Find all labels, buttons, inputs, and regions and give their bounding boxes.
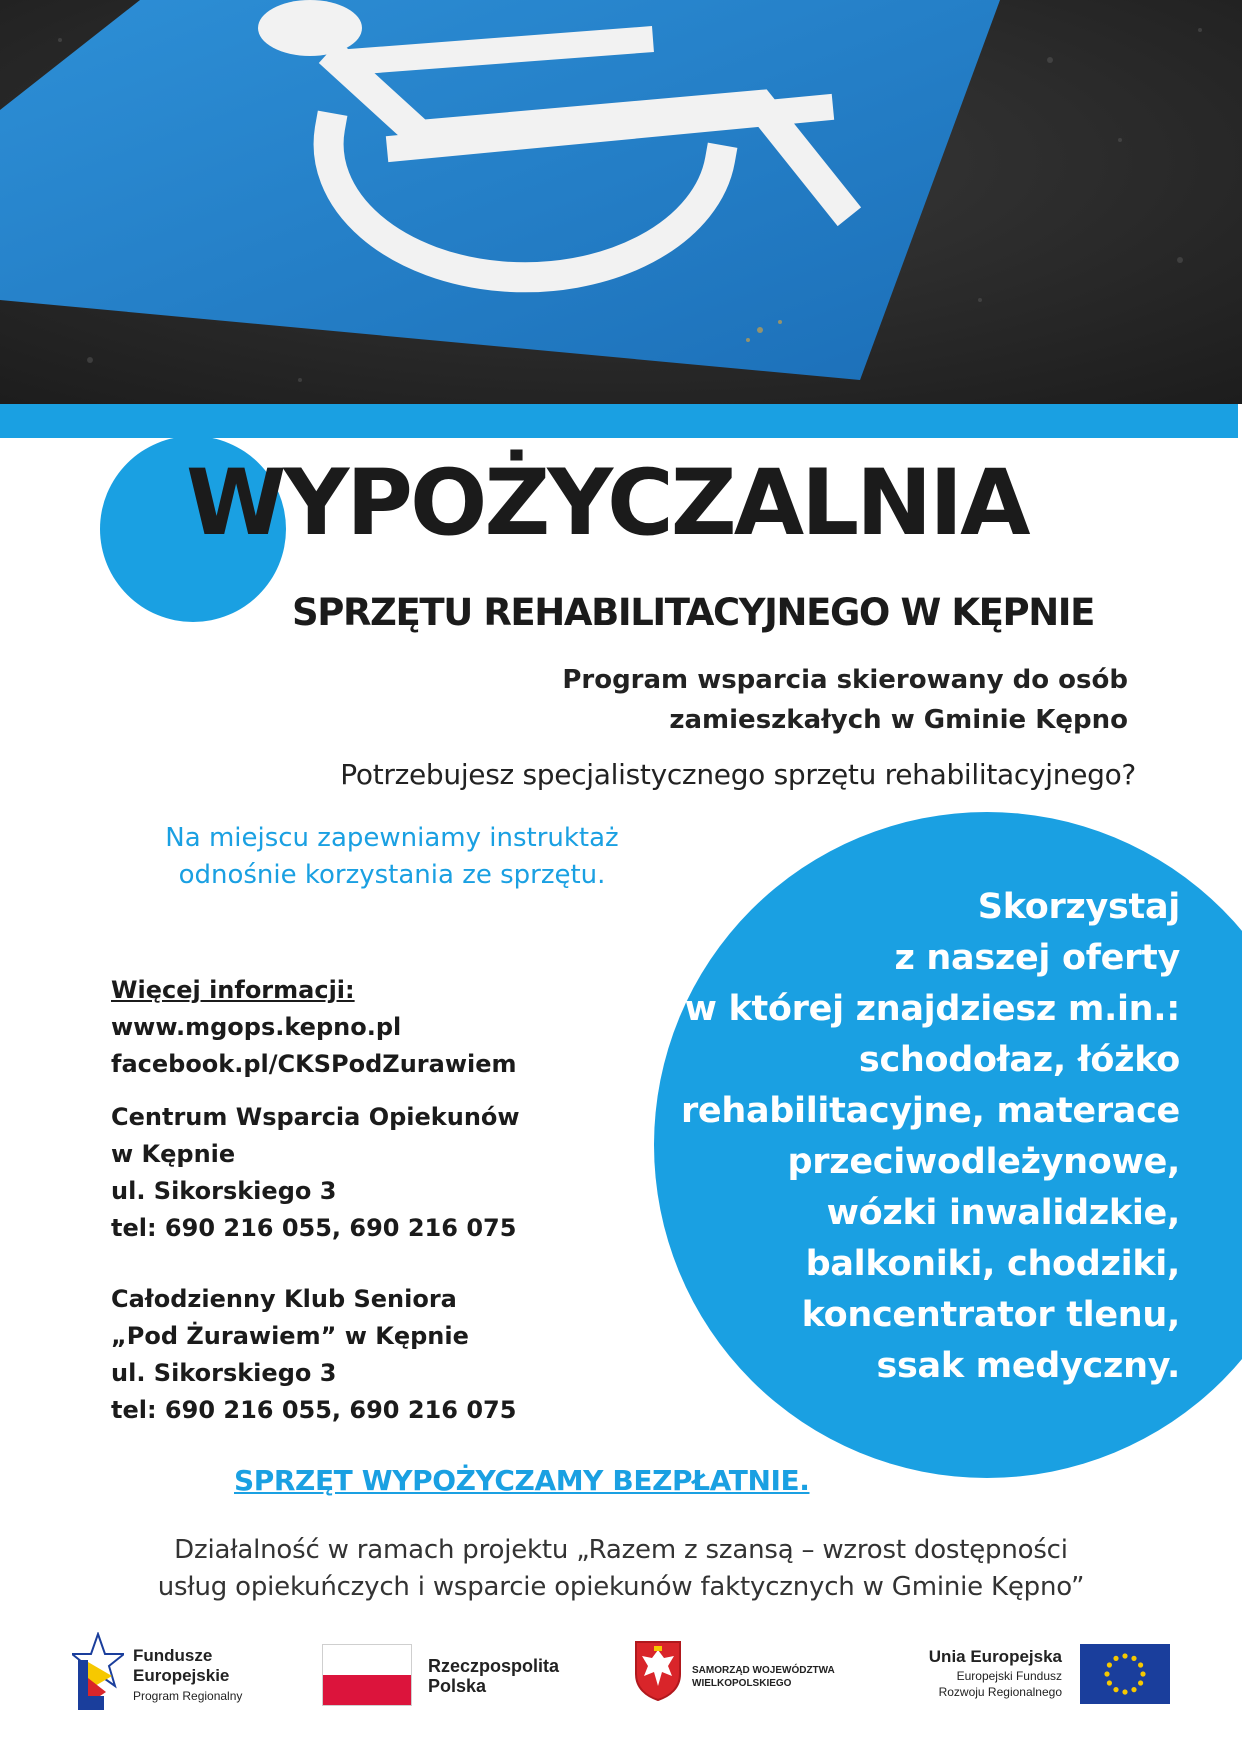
offer-line: schodołaz, łóżko: [858, 1040, 1180, 1080]
eu-line: Rozwoju Regionalnego: [938, 1685, 1062, 1699]
fe-line: Europejskie: [133, 1666, 230, 1685]
free-notice: SPRZĘT WYPOŻYCZAMY BEZPŁATNIE.: [234, 1464, 810, 1497]
club-address: ul. Sikorskiego 3: [111, 1359, 337, 1387]
wlkp-line: WIELKOPOLSKIEGO: [692, 1678, 792, 1689]
hero-photo: [0, 0, 1242, 404]
pl-line: Rzeczpospolita: [428, 1656, 560, 1676]
facebook-link[interactable]: facebook.pl/CKSPodZurawiem: [111, 1050, 517, 1078]
project-line: Działalność w ramach projektu „Razem z szansą – wzrost dostępności: [174, 1535, 1068, 1565]
project-description: [0, 1532, 1242, 1606]
wielkopolska-eagle-icon: [634, 1640, 682, 1706]
eu-flag-icon: [1080, 1644, 1170, 1704]
fe-line: Fundusze: [133, 1646, 213, 1665]
club-name: Całodzienny Klub Seniora: [111, 1285, 457, 1313]
fe-line: Program Regionalny: [133, 1689, 243, 1703]
question-text: Potrzebujesz specjalistycznego sprzętu rehabilitacyjnego?: [340, 758, 1136, 791]
offer-line: w której znajdziesz m.in.:: [684, 989, 1180, 1029]
wheelchair-symbol-icon: [0, 0, 1242, 404]
pl-line: Polska: [428, 1676, 487, 1696]
instruction-line: odnośnie korzystania ze sprzętu.: [178, 860, 606, 890]
pl-logo-text: [428, 1656, 559, 1696]
program-line: zamieszkałych w Gminie Kępno: [669, 705, 1128, 735]
offer-line: koncentrator tlenu,: [801, 1295, 1180, 1335]
more-info-label: Więcej informacji:: [111, 976, 355, 1004]
page-subtitle: SPRZĘTU REHABILITACYJNEGO W KĘPNIE: [292, 591, 1095, 634]
center-name: Centrum Wsparcia Opiekunów: [111, 1103, 520, 1131]
program-description: [562, 660, 1128, 740]
offer-line: wózki inwalidzkie,: [826, 1193, 1180, 1233]
offer-line: przeciwodleżynowe,: [787, 1142, 1180, 1182]
club-name: „Pod Żurawiem” w Kępnie: [111, 1322, 469, 1350]
center-name: w Kępnie: [111, 1140, 236, 1168]
fe-logo-text: [133, 1646, 242, 1706]
project-line: usług opiekuńczych i wsparcie opiekunów faktycznych w Gminie Kępno”: [157, 1572, 1085, 1602]
wlkp-logo-text: [692, 1664, 835, 1690]
offer-line: Skorzystaj: [977, 887, 1180, 927]
eu-logo-text: [880, 1646, 1062, 1700]
program-line: Program wsparcia skierowany do osób: [562, 665, 1128, 695]
offer-list: [681, 882, 1180, 1392]
wlkp-line: SAMORZĄD WOJEWÓDZTWA: [692, 1665, 835, 1676]
offer-line: rehabilitacyjne, materace: [680, 1091, 1180, 1131]
instruction-text: [132, 820, 652, 894]
accent-bar: [0, 404, 1238, 438]
center-address: ul. Sikorskiego 3: [111, 1177, 337, 1205]
center-phone: tel: 690 216 055, 690 216 075: [111, 1214, 517, 1242]
polish-flag-icon: [322, 1644, 412, 1706]
offer-line: balkoniki, chodziki,: [805, 1244, 1180, 1284]
contact-info: [111, 972, 520, 1429]
offer-line: ssak medyczny.: [876, 1346, 1180, 1386]
website-link[interactable]: www.mgops.kepno.pl: [111, 1013, 402, 1041]
instruction-line: Na miejscu zapewniamy instruktaż: [165, 823, 619, 853]
offer-line: z naszej oferty: [894, 938, 1180, 978]
club-phone: tel: 690 216 055, 690 216 075: [111, 1396, 517, 1424]
fe-stars-icon: [72, 1632, 124, 1716]
page-title: WYPOŻYCZALNIA: [186, 451, 1028, 556]
eu-line: Unia Europejska: [928, 1647, 1062, 1666]
eu-line: Europejski Fundusz: [956, 1669, 1062, 1683]
